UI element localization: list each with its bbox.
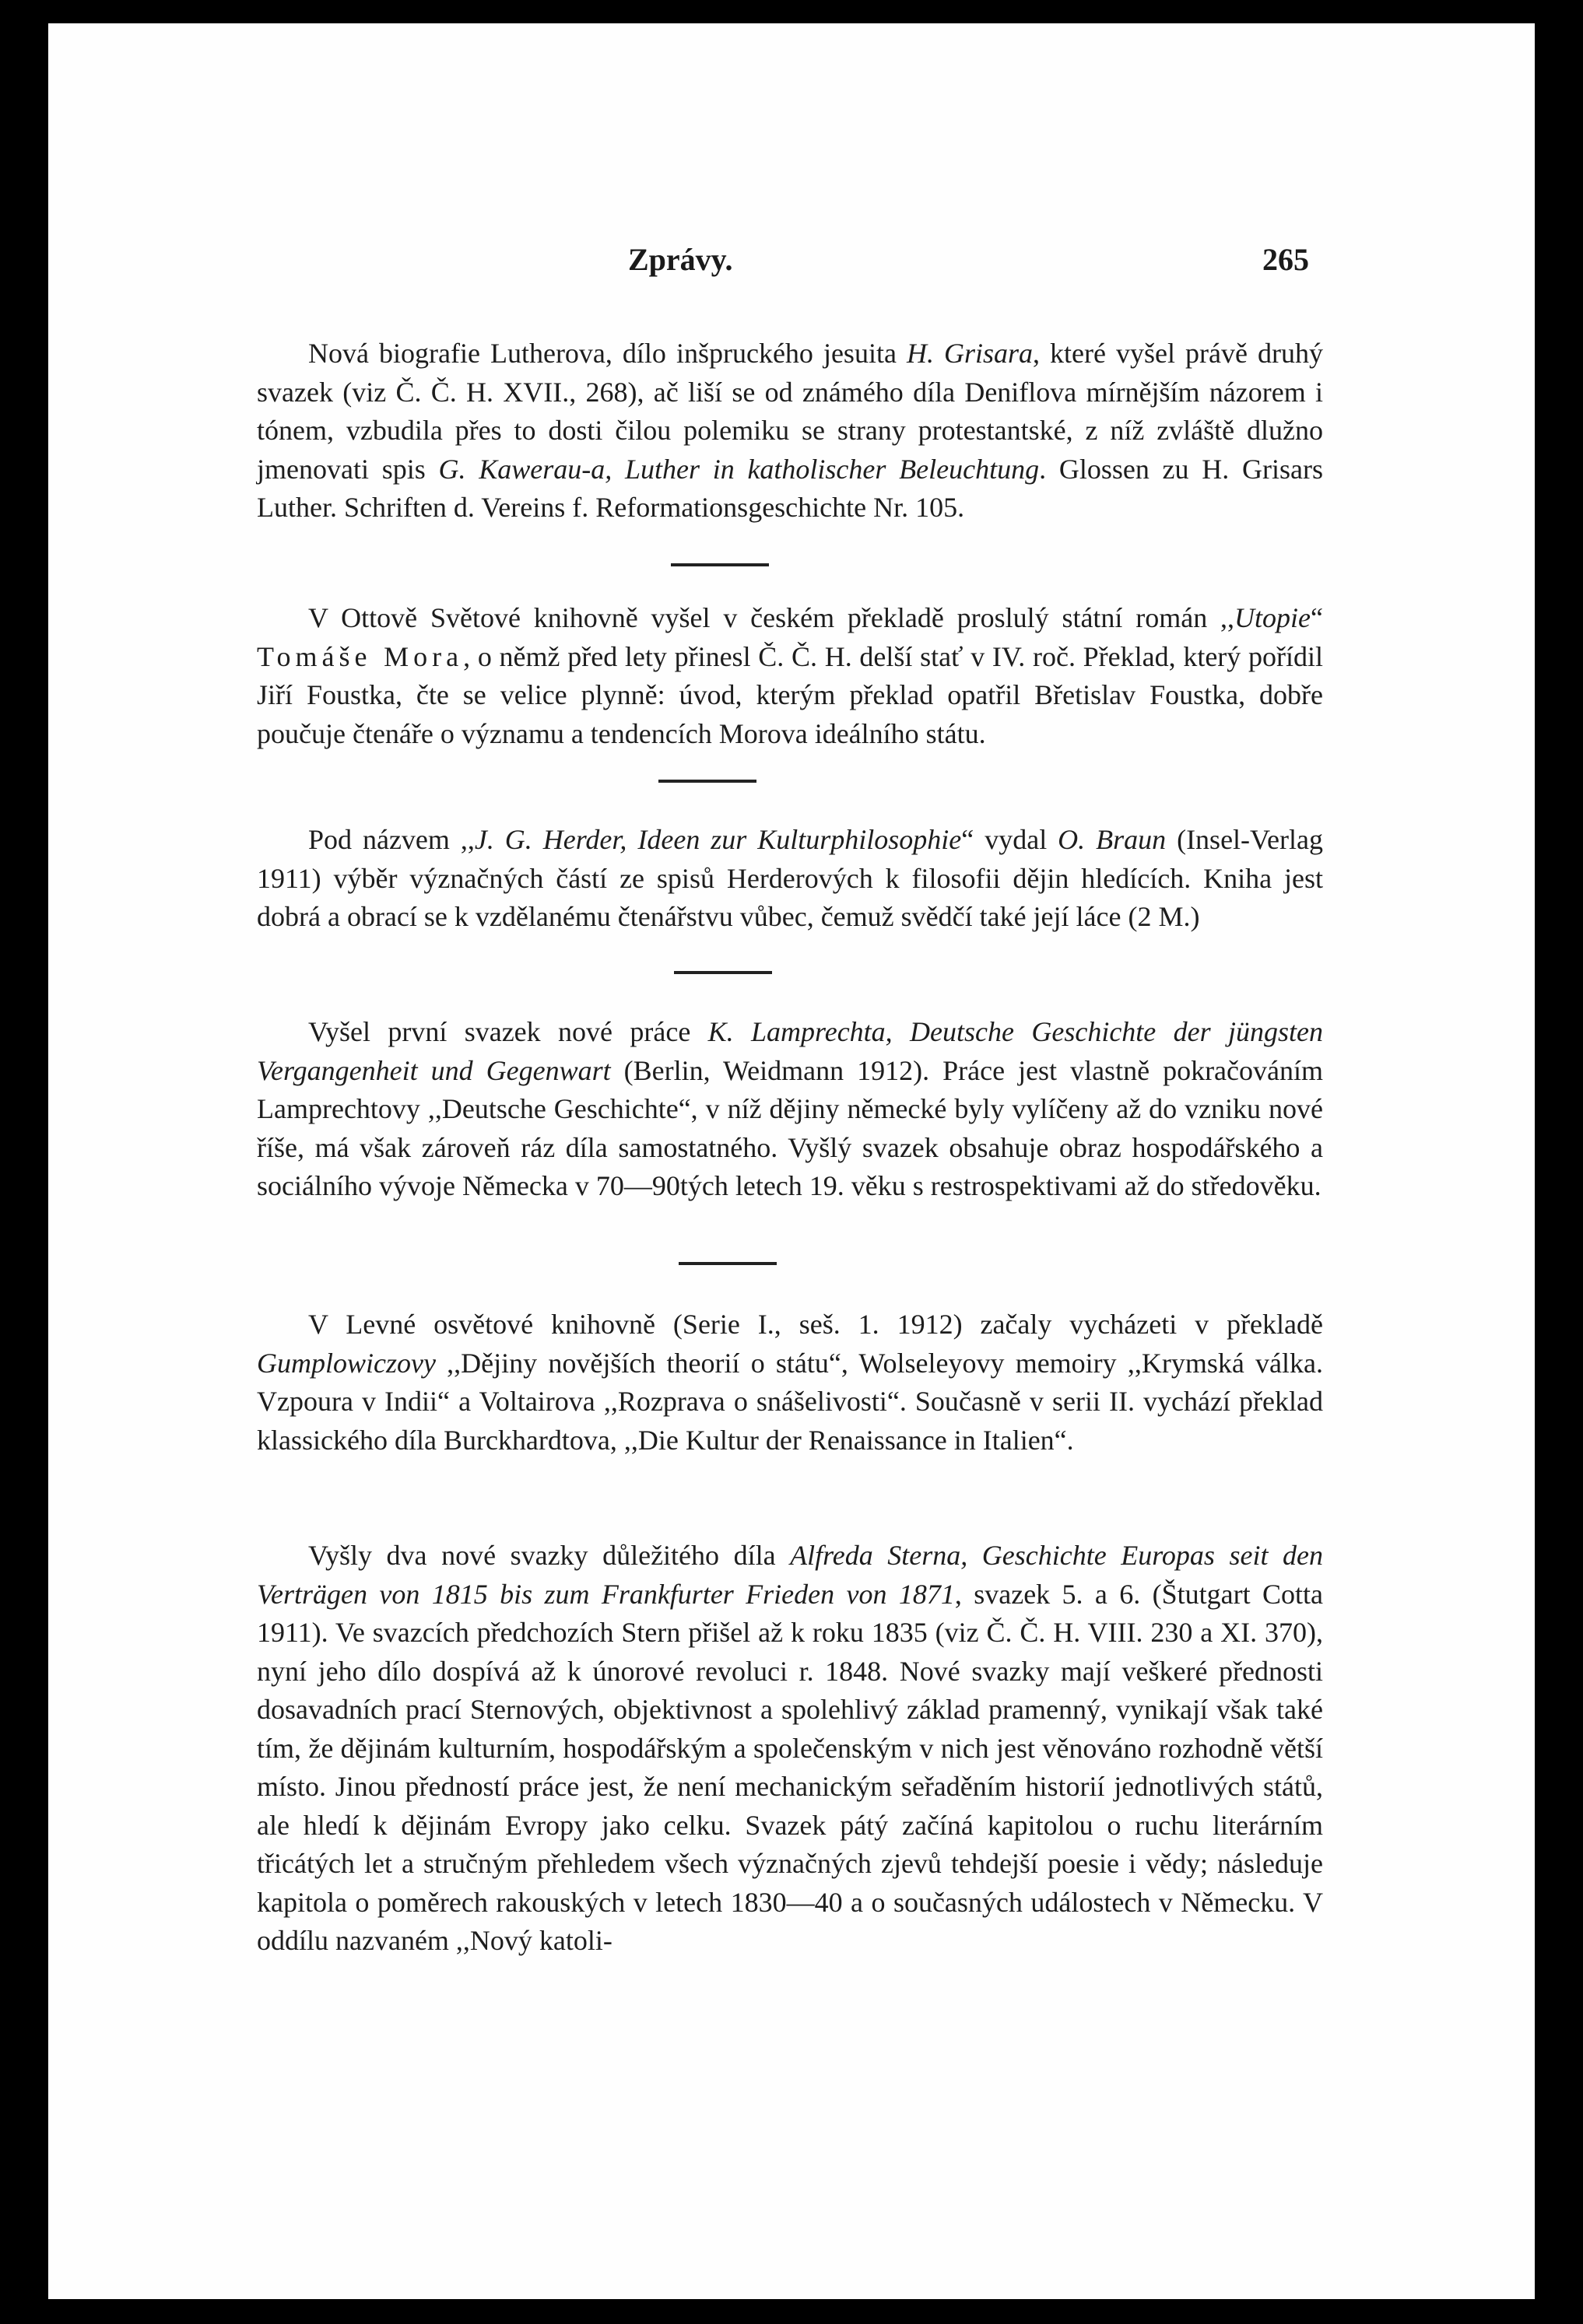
paragraph <box>257 335 1323 528</box>
entry-lamprecht <box>257 1013 1323 1206</box>
page-header <box>48 241 1535 288</box>
section-divider <box>679 1262 777 1265</box>
text-run: , o němž před lety přinesl Č. Č. H. delší stať v IV. roč. Překlad, který pořídil Jiří Foustka, čte se velice plynně: úvod, kterým překlad opatřil Břetislav Foustka, dobře poučuje čtenáře o významu a tendencích Morova ideálního státu. <box>257 640 1323 749</box>
paragraph <box>257 1537 1323 1961</box>
entry-luther-biography <box>257 335 1323 528</box>
italic-citation: G. Kawerau-a, Luther in katholischer Beleuchtung <box>438 453 1040 485</box>
text-run: . Glossen zu H. Grisars Luther. Schriften d. Vereins f. Reformationsgeschichte Nr. 105. <box>257 453 1323 523</box>
italic-citation: J. G. Herder, Ideen zur Kulturphilosophie <box>474 824 962 855</box>
section-divider <box>674 971 772 974</box>
paragraph <box>257 599 1323 753</box>
section-divider <box>658 780 756 783</box>
text-run: “ <box>1311 602 1323 633</box>
italic-citation: Utopie <box>1234 602 1311 633</box>
text-run: Pod názvem ,, <box>308 824 475 855</box>
text-run: V Ottově Světové knihovně vyšel v českém překladě proslulý státní román ,, <box>308 602 1235 633</box>
text-run: Tomáše Mora <box>257 640 464 672</box>
text-run: Vyšel první svazek nové práce <box>308 1016 708 1047</box>
text-run: , svazek 5. a 6. (Štutgart Cotta 1911). Ve svazcích předchozích Stern přišel až k roku 1835 (viz Č. Č. H. VIII. 230 a XI. 370), nyní jeho dílo dospívá až k únorové revoluci r. 1848. Nové svazky mají veškeré přednosti dosavadních prací Sternových, objektivnost a spolehlivý základ pramenný, vynikají však také tím, že dějinám kulturním, hospodářským a společenským v nich jest věnováno rozhodně větší místo. Jinou předností práce jest, že není mechanickým seřaděním historií jednotlivých států, ale hledí k dějinám Evropy jako celku. Svazek pátý začíná kapitolou o ruchu literárním třicátých let a stručným přehledem všech význačných zjevů tehdejší poesie i vědy; následuje kapitola o poměrech rakouských v letech 1830—40 a o současných událostech v Německu. V oddílu nazvaném ,,Nový katoli- <box>257 1578 1323 1956</box>
text-run: (Insel-Verlag 1911) výběr význačných částí ze spisů Herderových k filosofii dějin hledících. Kniha jest dobrá a obrací se k vzdělanému čtenářstvu vůbec, čemuž svědčí také její láce (2 M.) <box>257 824 1323 932</box>
entry-levna-knihovna <box>257 1306 1323 1460</box>
text-run: ,,Dějiny novějších theorií o státu“, Wolseleyovy memoiry ,,Krymská válka. Vzpoura v Indii“ a Voltairova ,,Rozprava o snášelivosti“. Současně v serii II. vychází překlad klassického díla Burckhardtova, ,,Die Kultur der Renaissance in Italien“. <box>257 1347 1323 1456</box>
italic-citation: Alfreda Sterna, Geschichte Europas seit den Verträgen von 1815 bis zum Frankfurter Frieden von 1871 <box>257 1540 1323 1610</box>
italic-citation: K. Lamprechta, Deutsche Geschichte der jüngsten Vergangenheit und Gegenwart <box>257 1016 1323 1086</box>
book-page <box>48 23 1535 2299</box>
text-run: Vyšly dva nové svazky důležitého díla <box>308 1540 791 1571</box>
page-number: 265 <box>1262 242 1309 277</box>
paragraph <box>257 1306 1323 1460</box>
entry-stern <box>257 1537 1323 1961</box>
section-divider <box>671 563 769 566</box>
italic-citation: H. Grisara <box>906 338 1034 369</box>
text-run: Nová biografie Lutherova, dílo inšpruckého jesuita <box>308 338 907 369</box>
italic-citation: Gumplowiczovy <box>257 1347 436 1379</box>
running-head: Zprávy. <box>628 242 733 277</box>
text-run: , které vyšel právě druhý svazek (viz Č. Č. H. XVII., 268), ač liší se od známého díla Deniflova mírnějším názorem i tónem, vzbudila přes to dosti čilou polemiku se strany protestantské, z níž zvláště dlužno jmenovati spis <box>257 338 1323 485</box>
entry-herder <box>257 821 1323 937</box>
text-run: (Berlin, Weidmann 1912). Práce jest vlastně pokračováním Lamprechtovy ,,Deutsche Geschichte“, v níž dějiny německé byly vylíčeny až do vzniku nové říše, má však zároveň ráz díla samostatného. Vyšlý svazek obsahuje obraz hospodářského a sociálního vývoje Německa v 70—90tých letech 19. věku s restrospektivami až do středověku. <box>257 1054 1323 1201</box>
paragraph <box>257 821 1323 937</box>
italic-citation: O. Braun <box>1058 824 1167 855</box>
text-run: V Levné osvětové knihovně (Serie I., seš. 1. 1912) začaly vycházeti v překladě <box>308 1309 1323 1340</box>
paragraph <box>257 1013 1323 1206</box>
text-run: “ vydal <box>961 824 1058 855</box>
entry-utopie <box>257 599 1323 753</box>
